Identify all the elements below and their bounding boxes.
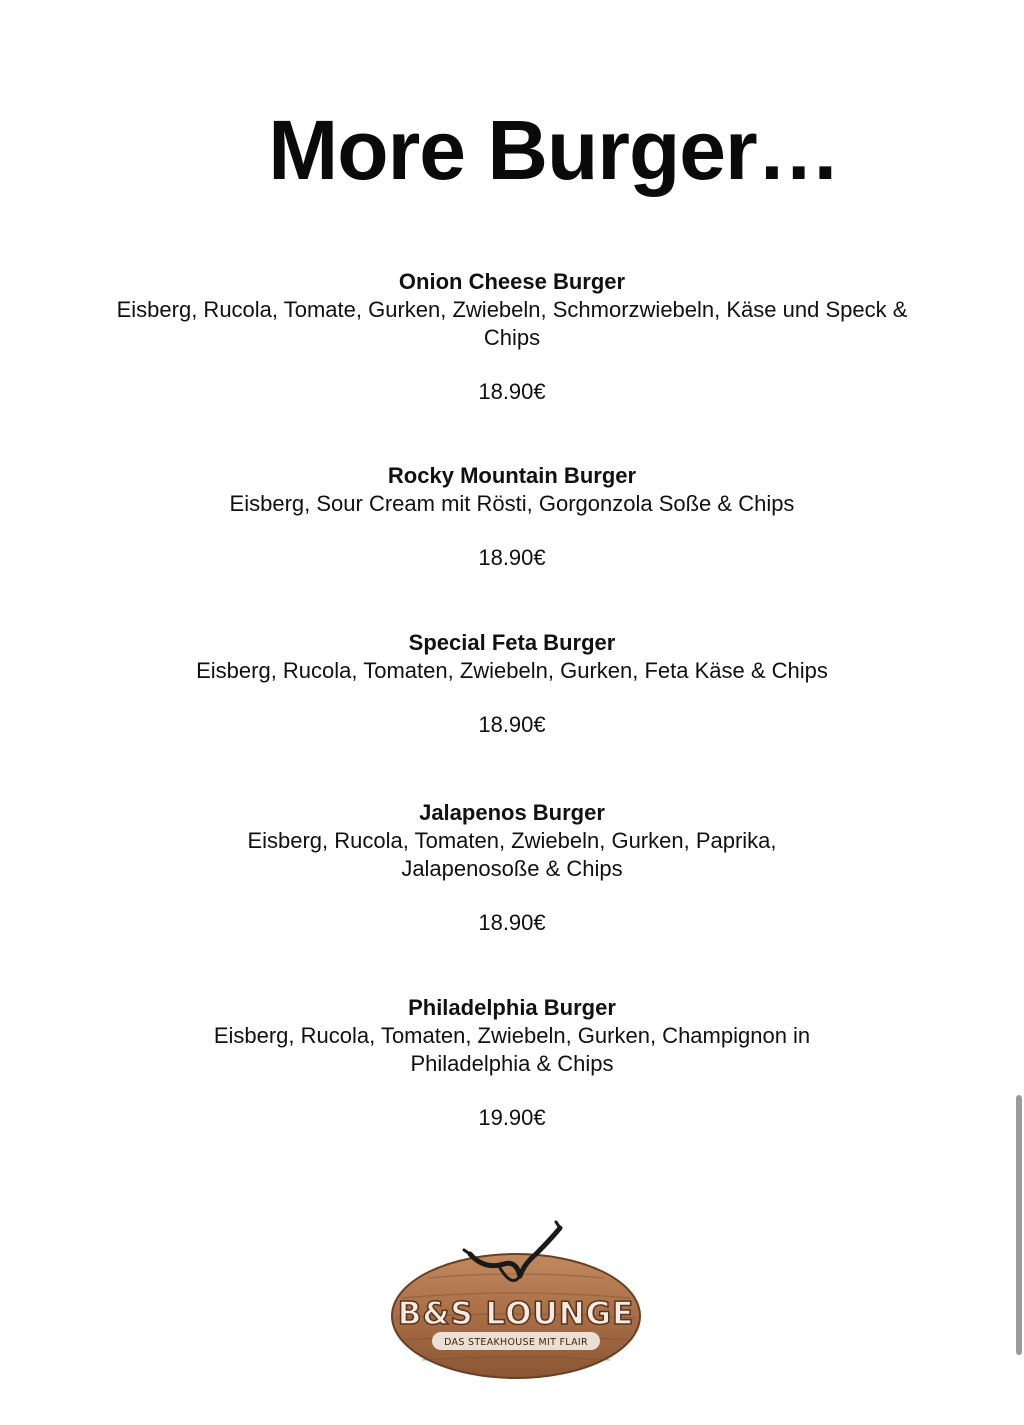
- menu-item-description: Eisberg, Rucola, Tomaten, Zwiebeln, Gurken, Feta Käse & Chips: [196, 658, 828, 683]
- menu-item-jalapenos-burger: [0, 799, 1024, 937]
- menu-item-name: Philadelphia Burger: [408, 995, 616, 1020]
- menu-item-name: Onion Cheese Burger: [398, 269, 626, 294]
- menu-item-price: 18.90€: [478, 910, 546, 935]
- page-title: More Burger…: [268, 103, 840, 197]
- scrollbar[interactable]: [1016, 1095, 1022, 1355]
- menu-item-onion-cheese-burger: [0, 268, 1024, 406]
- menu-item-price: 18.90€: [478, 379, 546, 404]
- restaurant-logo: [388, 1218, 648, 1388]
- menu-item-philadelphia-burger: [0, 994, 1024, 1132]
- menu-item-description: Eisberg, Rucola, Tomaten, Zwiebeln, Gurken, Champignon in Philadelphia & Chips: [213, 1023, 811, 1076]
- menu-item-price: 18.90€: [478, 545, 546, 570]
- menu-item-name: Special Feta Burger: [408, 630, 616, 655]
- menu-item-price: 18.90€: [478, 712, 546, 737]
- logo-name: B&S LOUNGE: [397, 1296, 635, 1332]
- menu-item-price: 19.90€: [478, 1105, 546, 1130]
- menu-item-description: Eisberg, Rucola, Tomaten, Zwiebeln, Gurken, Paprika, Jalapenosoße & Chips: [247, 828, 777, 881]
- menu-item-special-feta-burger: [0, 629, 1024, 739]
- menu-item-description: Eisberg, Rucola, Tomate, Gurken, Zwiebeln, Schmorzwiebeln, Käse und Speck & Chips: [116, 297, 908, 350]
- logo-tagline: DAS STEAKHOUSE MIT FLAIR: [444, 1337, 588, 1348]
- menu-item-description: Eisberg, Sour Cream mit Rösti, Gorgonzola Soße & Chips: [229, 491, 795, 516]
- menu-item-name: Rocky Mountain Burger: [387, 463, 637, 488]
- menu-item-rocky-mountain-burger: [0, 462, 1024, 572]
- menu-item-name: Jalapenos Burger: [419, 800, 605, 825]
